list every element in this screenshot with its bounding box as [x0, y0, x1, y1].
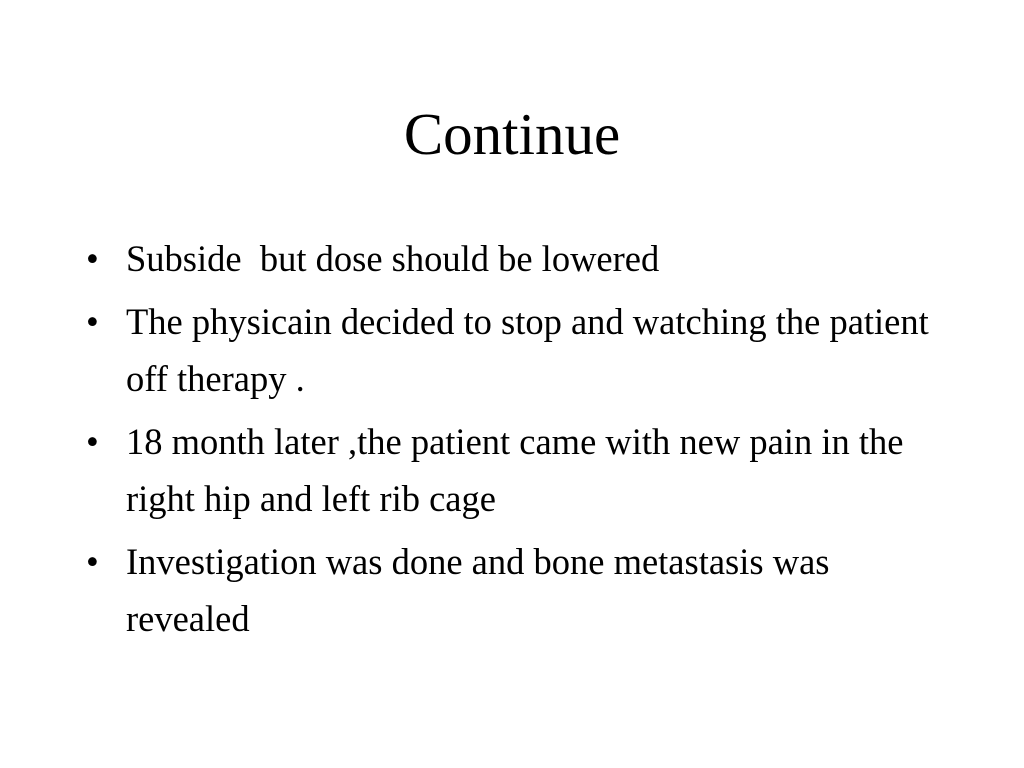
bullet-icon: •: [86, 541, 99, 582]
bullet-item: [86, 413, 956, 527]
bullet-item: [86, 533, 956, 647]
bullet-icon: •: [86, 238, 99, 279]
bullet-item: [86, 293, 956, 407]
slide-title: Continue: [403, 101, 621, 167]
bullet-list: [86, 230, 956, 653]
bullet-text: Investigation was done and bone metastasis was revealed: [126, 541, 839, 639]
bullet-item: [86, 230, 956, 287]
bullet-text: 18 month later ,the patient came with new pain in the right hip and left rib cage: [126, 421, 913, 519]
bullet-text: The physicain decided to stop and watching the patient off therapy .: [126, 301, 938, 399]
bullet-icon: •: [86, 301, 99, 342]
bullet-icon: •: [86, 421, 99, 462]
bullet-text: Subside but dose should be lowered: [126, 238, 660, 279]
